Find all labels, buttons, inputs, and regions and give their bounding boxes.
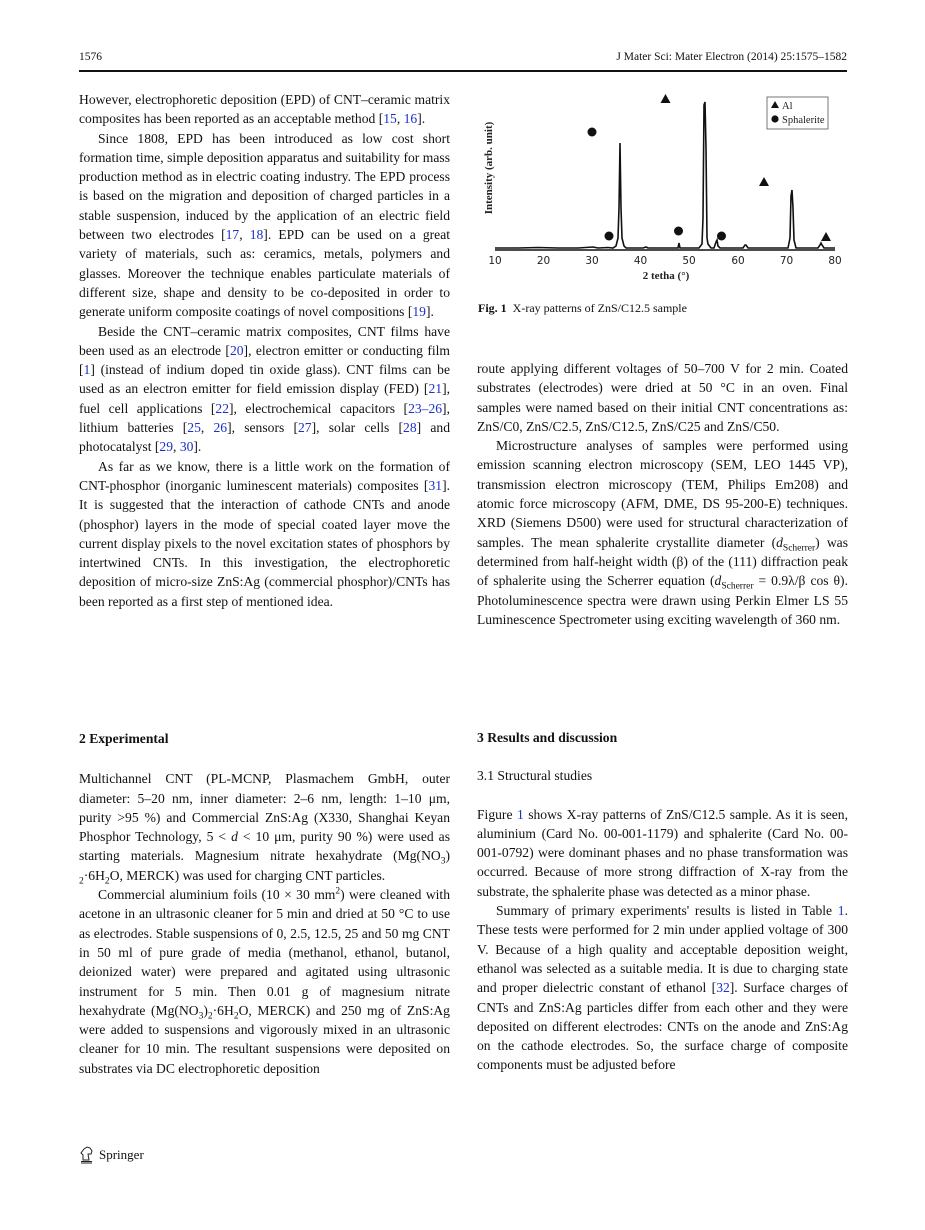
journal-reference: J Mater Sci: Mater Electron (2014) 25:1575–1582: [616, 51, 847, 63]
svg-text:60: 60: [731, 255, 745, 267]
citation-link[interactable]: 29: [159, 439, 174, 455]
paragraph: However, electrophoretic deposition (EPD) of CNT–ceramic matrix composites has been reported as an acceptable method [15, 16].: [79, 92, 450, 127]
citation-link[interactable]: 31: [428, 477, 443, 493]
svg-text:10: 10: [488, 255, 502, 267]
sphalerite-marker: [717, 232, 726, 241]
citation-link[interactable]: 23–26: [408, 400, 443, 416]
citation-link[interactable]: 18: [249, 227, 264, 243]
chart-legend: [767, 97, 828, 129]
citation-link[interactable]: 32: [716, 980, 730, 996]
left-column: [79, 90, 450, 611]
sphalerite-legend-icon: [771, 115, 778, 122]
sphalerite-marker: [674, 227, 683, 236]
table-link[interactable]: 1: [837, 903, 845, 919]
paragraph: Summary of primary experiments' results is listed in Table 1. These tests were performed for 2 min under applied voltage of 300 V. Because of a high quality and acceptable deposition weight, ethanol was selected as a suitable media. It is due to charging state and proper dielectric constant of ethanol [32]. Surface charges of CNTs and ZnS:Ag particles differ from each other and they were deposited on different electrodes: CNTs on the anode and ZnS:Ag on the cathode electrodes. So, the surface charge of composite components must be adjusted before: [477, 903, 848, 1073]
xrd-plot: [478, 88, 848, 288]
svg-text:50: 50: [682, 255, 696, 267]
section-heading-results: 3 Results and discussion: [477, 730, 618, 745]
svg-text:70: 70: [779, 255, 794, 267]
figure-1-xrd-chart: [478, 88, 848, 288]
sphalerite-marker: [605, 232, 614, 241]
legend-label-sphalerite: Sphalerite: [782, 115, 825, 126]
section-heading-experimental: 2 Experimental: [79, 731, 169, 746]
x-axis-label: 2 tetha (°): [642, 270, 690, 282]
paragraph: As far as we know, there is a little work on the formation of CNT-phosphor (inorganic luminescent materials) composites [31]. It is suggested that the interaction of cathode CNTs and anode (phosphor) layers in the mode of special coated layer move the current display pixels to the novel excitation states of phosphors by intertwined CNTs. In this investigation, the electrophoretic deposition of micro-size ZnS:Ag (commercial phosphor)/CNTs has been reported as a first step of mentioned idea.: [79, 458, 450, 609]
citation-link[interactable]: 20: [229, 342, 244, 358]
citation-link[interactable]: 16: [403, 111, 418, 127]
paragraph: Beside the CNT–ceramic matrix composites, CNT films have been used as an electrode [20], electron emitter or conducting film [1] (instead of indium doped tin oxide glass). CNT films can be used as an electron emitter for field emission display (FED) [21], fuel cell applications [22], electrochemical capacitors [23–26], lithium batteries [25, 26], sensors [27], solar cells [28] and photocatalyst [29, 30].: [79, 323, 450, 455]
svg-text:30: 30: [585, 255, 599, 267]
citation-link[interactable]: 28: [403, 420, 417, 436]
al-marker: [661, 94, 671, 103]
al-marker: [759, 177, 769, 186]
paragraph: Microstructure analyses of samples were performed using emission scanning electron microscopy (SEM, LEO 1445 VP), transmission electron microscopy (TEM, Philips Em208) and atomic force microscopy (AFM, DME, DS 95-200-E) techniques. XRD (Siemens D500) were used for structural characterization of samples. The mean sphalerite crystallite diameter $(d_{Scherrer})$ was determined from half-height width (β) of the (111) diffraction peak of sphalerite using the Scherrer equation ($d_{Scherrer} = 0.9\lambda/\beta$ cos θ). Photoluminescence spectra were drawn using Perkin Elmer LS 55 Luminescence Spectrometer using exciting wavelength of 360 nm.: [477, 438, 848, 627]
citation-link[interactable]: 15: [383, 111, 397, 127]
y-axis-label: Intensity (arb. unit): [483, 121, 495, 215]
right-column: [477, 359, 848, 629]
citation-link[interactable]: 27: [298, 420, 312, 436]
citation-link[interactable]: 22: [215, 400, 230, 416]
left-column-experimental: [79, 729, 450, 1078]
figure-label: Fig. 1: [478, 301, 507, 315]
citation-link[interactable]: 17: [225, 227, 240, 243]
figure-caption: [478, 301, 687, 316]
springer-knight-icon: [79, 1146, 95, 1164]
paragraph: Commercial aluminium foils (10 × 30 $mm^2$) were cleaned with acetone in an ultrasonic cleaner for 5 min and dried at 50 °C to use as electrodes. Stable suspensions of 0, 2.5, 12.5, 25 and 50 mg CNT in 50 ml of pure grade of media (methanol, ethanol, butanol, deionized water) were prepared and agitated using ultrasonic instrument for 5 min. Then 0.01 g of magnesium nitrate hexahydrate ($Mg(NO_3)_2\cdot 6H_2O$, MERCK) and 250 mg of ZnS:Ag were added to suspensions and vigorously mixed in an ultrasonic cleaner for 10 min. The resultant suspensions were deposited on substrates via DC electrophoretic deposition: [79, 886, 450, 1076]
figure-caption-text: X-ray patterns of ZnS/C12.5 sample: [512, 301, 687, 315]
paragraph: Figure 1 shows X-ray patterns of ZnS/C12.5 sample. As it is seen, aluminium (Card No. 00-001-1179) and sphalerite (Card No. 00-001-0792) were dominant phases and no phase transformation was occurred. Because of more strong diffraction of X-ray from the substrate, the sphalerite phase was detected as a minor phase.: [477, 806, 849, 899]
svg-text:80: 80: [828, 255, 842, 267]
running-header: [79, 51, 847, 67]
paragraph: Multichannel CNT (PL-MCNP, Plasmachem GmbH, outer diameter: 5–20 nm, inner diameter: 2–6 nm, length: 1–10 μm, purity >95 %) and Commercial ZnS:Ag (X330, Shanghai Keyan Phosphor Technology, 5 < d < 10 μm, purity 90 %) were used as starting materials. Magnesium nitrate hexahydrate ($Mg(NO_3)$ $_2\cdot 6H_2O$, MERCK) was used for charging CNT particles.: [79, 771, 450, 887]
svg-text:40: 40: [633, 255, 648, 267]
citation-link[interactable]: 26: [213, 420, 228, 436]
citation-link[interactable]: 19: [412, 304, 426, 320]
header-rule: [79, 70, 847, 72]
al-marker: [821, 232, 831, 241]
subsection-heading-structural: 3.1 Structural studies: [477, 768, 593, 784]
sphalerite-marker: [588, 128, 597, 137]
citation-link[interactable]: 25: [187, 420, 201, 436]
legend-label-al: Al: [782, 101, 793, 112]
citation-link[interactable]: 30: [179, 439, 194, 455]
right-column-results: [477, 728, 848, 1075]
publisher-footer: [79, 1146, 144, 1164]
publisher-name: Springer: [99, 1147, 144, 1162]
figure-link[interactable]: 1: [516, 806, 524, 822]
citation-link[interactable]: 21: [428, 381, 443, 397]
paragraph: route applying different voltages of 50–700 V for 2 min. Coated substrates (electrodes) were dried at 50 °C in an oven. Final samples were named based on their initial CNT concentrations as: ZnS/C0, ZnS/C2.5, ZnS/C12.5, ZnS/C25 and ZnS/C50.: [477, 361, 848, 434]
page-number: 1576: [79, 51, 102, 63]
svg-text:20: 20: [536, 255, 551, 267]
x-tick-labels: [488, 255, 841, 267]
paragraph: Since 1808, EPD has been introduced as low cost short formation time, simple deposition apparatus and suitability for mass production method as in electric coating industry. The EPD process is based on the migration and deposition of charged particles in a stable suspension, induced by the application of an electric field between two electrodes [17, 18]. EPD can be used on a great variety of materials, such as: ceramics, metals, polymers and glasses. Moreover the technique enables particulate materials of different size, shape and density to be co-deposited in order to generate uniform composite coatings of novel compositions [19].: [79, 130, 451, 320]
citation-link[interactable]: 1: [83, 362, 91, 378]
